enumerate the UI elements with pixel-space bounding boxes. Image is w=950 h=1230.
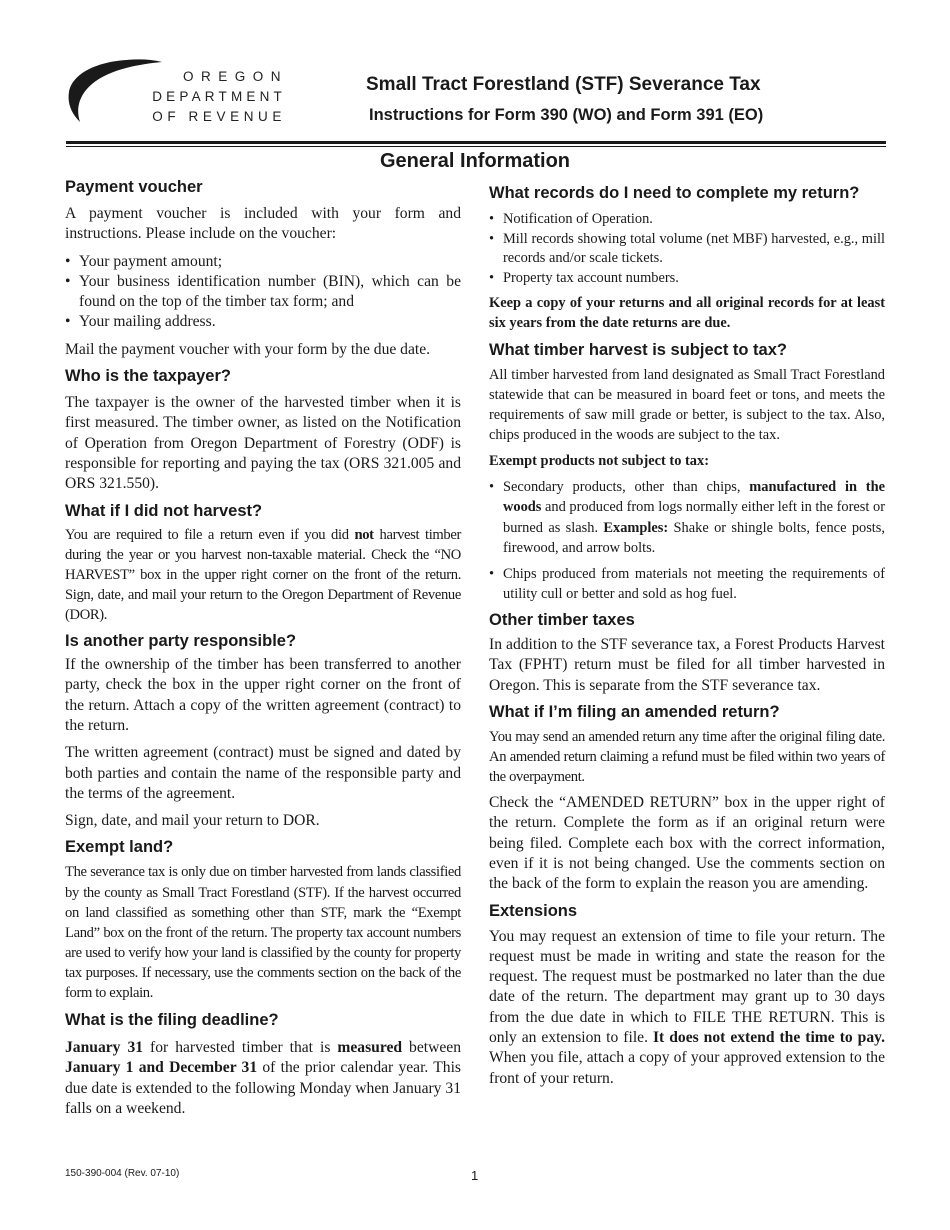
header-rule (66, 141, 886, 144)
exempt-land-heading: Exempt land? (65, 838, 174, 857)
list-item: • Your payment amount; (65, 252, 461, 272)
left-column (65, 178, 461, 1119)
amended-p2: Check the “AMENDED RETURN” box in the upper right of the return. Complete the form as if an original return were being filed. Complete each box with the correct information, even if it is not being changed. Use the comments section on the back of the form to explain the reason you are amending. (489, 794, 885, 893)
list-item: • Secondary products, other than chips, manufactured in the woods and produced from logs normally either left in the forest or burned as slash. Examples: Shake or shingle bolts, fence posts, firewood, and arrow bolts. (489, 477, 885, 557)
another-party-p2: The written agreement (contract) must be signed and dated by both parties and contain the name of the responsible party and the terms of the agreement. (65, 744, 461, 802)
another-party-p1: If the ownership of the timber has been transferred to another party, check the box in the upper right corner on the front of the return. Attach a copy of the written agreement (contract) to the return. (65, 656, 461, 734)
records-keep-note: Keep a copy of your returns and all original records for at least six years from the date returns are due. (489, 295, 885, 331)
exempt-products-heading: Exempt products not subject to tax: (489, 452, 709, 469)
list-item: • Your business identification number (BIN), which can be found on the top of the timber tax form; and (65, 272, 461, 313)
exempt-products-list (489, 477, 885, 604)
document-title: Small Tract Forestland (STF) Severance Tax (366, 74, 761, 95)
section-title: General Information (379, 150, 571, 172)
right-column (489, 184, 885, 1089)
amended-p1: You may send an amended return any time after the original filing date. An amended return claiming a refund must be filed within two years of the overpayment. (489, 728, 885, 785)
another-party-heading: Is another party responsible? (65, 632, 297, 651)
subject-heading: What timber harvest is subject to tax? (489, 340, 787, 359)
deadline-heading: What is the filing deadline? (65, 1011, 279, 1030)
form-id: 150-390-004 (Rev. 07-10) (65, 1168, 180, 1179)
records-list (489, 210, 885, 288)
other-taxes-heading: Other timber taxes (489, 610, 635, 629)
extensions-text: You may request an extension of time to file your return. The request must be made in writing and state the reason for the request. The request must be postmarked no later than the due date of the return. The department may grant up to 30 days from the due date in which to FILE THE RETURN. This is only an extension to file. It does not extend the time to pay. When you file, attach a copy of your approved extension to the front of your return. (489, 927, 885, 1087)
page-number: 1 (471, 1168, 479, 1183)
other-taxes-text: In addition to the STF severance tax, a Forest Products Harvest Tax (FPHT) return must be filed for all timber harvested in Oregon. This is separate from the STF severance tax. (489, 635, 885, 694)
list-item: • Property tax account numbers. (489, 269, 885, 289)
taxpayer-text: The taxpayer is the owner of the harvested timber when it is first measured. The timber owner, as listed on the Notification of Operation from Oregon Department of Forestry (ODF) is responsible for reporting and paying the tax (ORS 321.005 and ORS 321.550). (65, 394, 461, 493)
payment-voucher-heading: Payment voucher (65, 178, 203, 196)
payment-voucher-intro: A payment voucher is included with your form and instructions. Please include on the voucher: (65, 205, 461, 243)
list-item: • Mill records showing total volume (net MBF) harvested, e.g., mill records and/or scale tickets. (489, 230, 885, 269)
no-harvest-text: You are required to file a return even if you did not harvest timber during the year or you harvest non-taxable material. Check the “NO HARVEST” box in the upper right corner on the front of the return. Sign, date, and mail your return to the Oregon Department of Revenue (DOR). (65, 526, 461, 623)
extensions-heading: Extensions (489, 901, 578, 920)
payment-voucher-outro: Mail the payment voucher with your form by the due date. (65, 340, 431, 358)
list-item: • Notification of Operation. (489, 210, 885, 230)
subject-text: All timber harvested from land designated as Small Tract Forestland statewide that can be measured in board feet or tons, and meets the requirements of saw mill grade or better, is subject to the tax. Also, chips produced in the woods are subject to the tax. (489, 366, 885, 444)
deadline-text: January 31 for harvested timber that is measured between January 1 and December 31 of the prior calendar year. This due date is extended to the following Monday when January 31 falls on a weekend. (65, 1039, 462, 1117)
payment-voucher-list (65, 252, 461, 333)
oregon-dor-logo (66, 52, 296, 132)
exempt-land-text: The severance tax is only due on timber harvested from lands classified by the county as Small Tract Forestland (STF). If the harvest occurred on land classified as something other than STF, mark the “Exempt Land” box on the front of the return. The property tax account numbers are used to verify how your land is classified by the county for property tax purposes. If necessary, use the comments section on the back of the form to explain. (65, 864, 461, 1001)
another-party-p3: Sign, date, and mail your return to DOR. (65, 812, 320, 830)
header-rule-thin (66, 146, 886, 147)
amended-heading: What if I’m filing an amended return? (489, 702, 780, 721)
list-item: • Chips produced from materials not meeting the requirements of utility cull or better and sold as hog fuel. (489, 564, 885, 604)
no-harvest-heading: What if I did not harvest? (65, 501, 263, 520)
logo-line-1: OREGON (182, 69, 288, 84)
records-heading: What records do I need to complete my return? (489, 184, 860, 202)
taxpayer-heading: Who is the taxpayer? (65, 367, 231, 386)
logo-line-3: OF REVENUE (152, 109, 286, 124)
logo-line-2: DEPARTMENT (152, 89, 286, 104)
list-item: • Your mailing address. (65, 312, 461, 332)
document-subtitle: Instructions for Form 390 (WO) and Form 391 (EO) (369, 106, 764, 124)
